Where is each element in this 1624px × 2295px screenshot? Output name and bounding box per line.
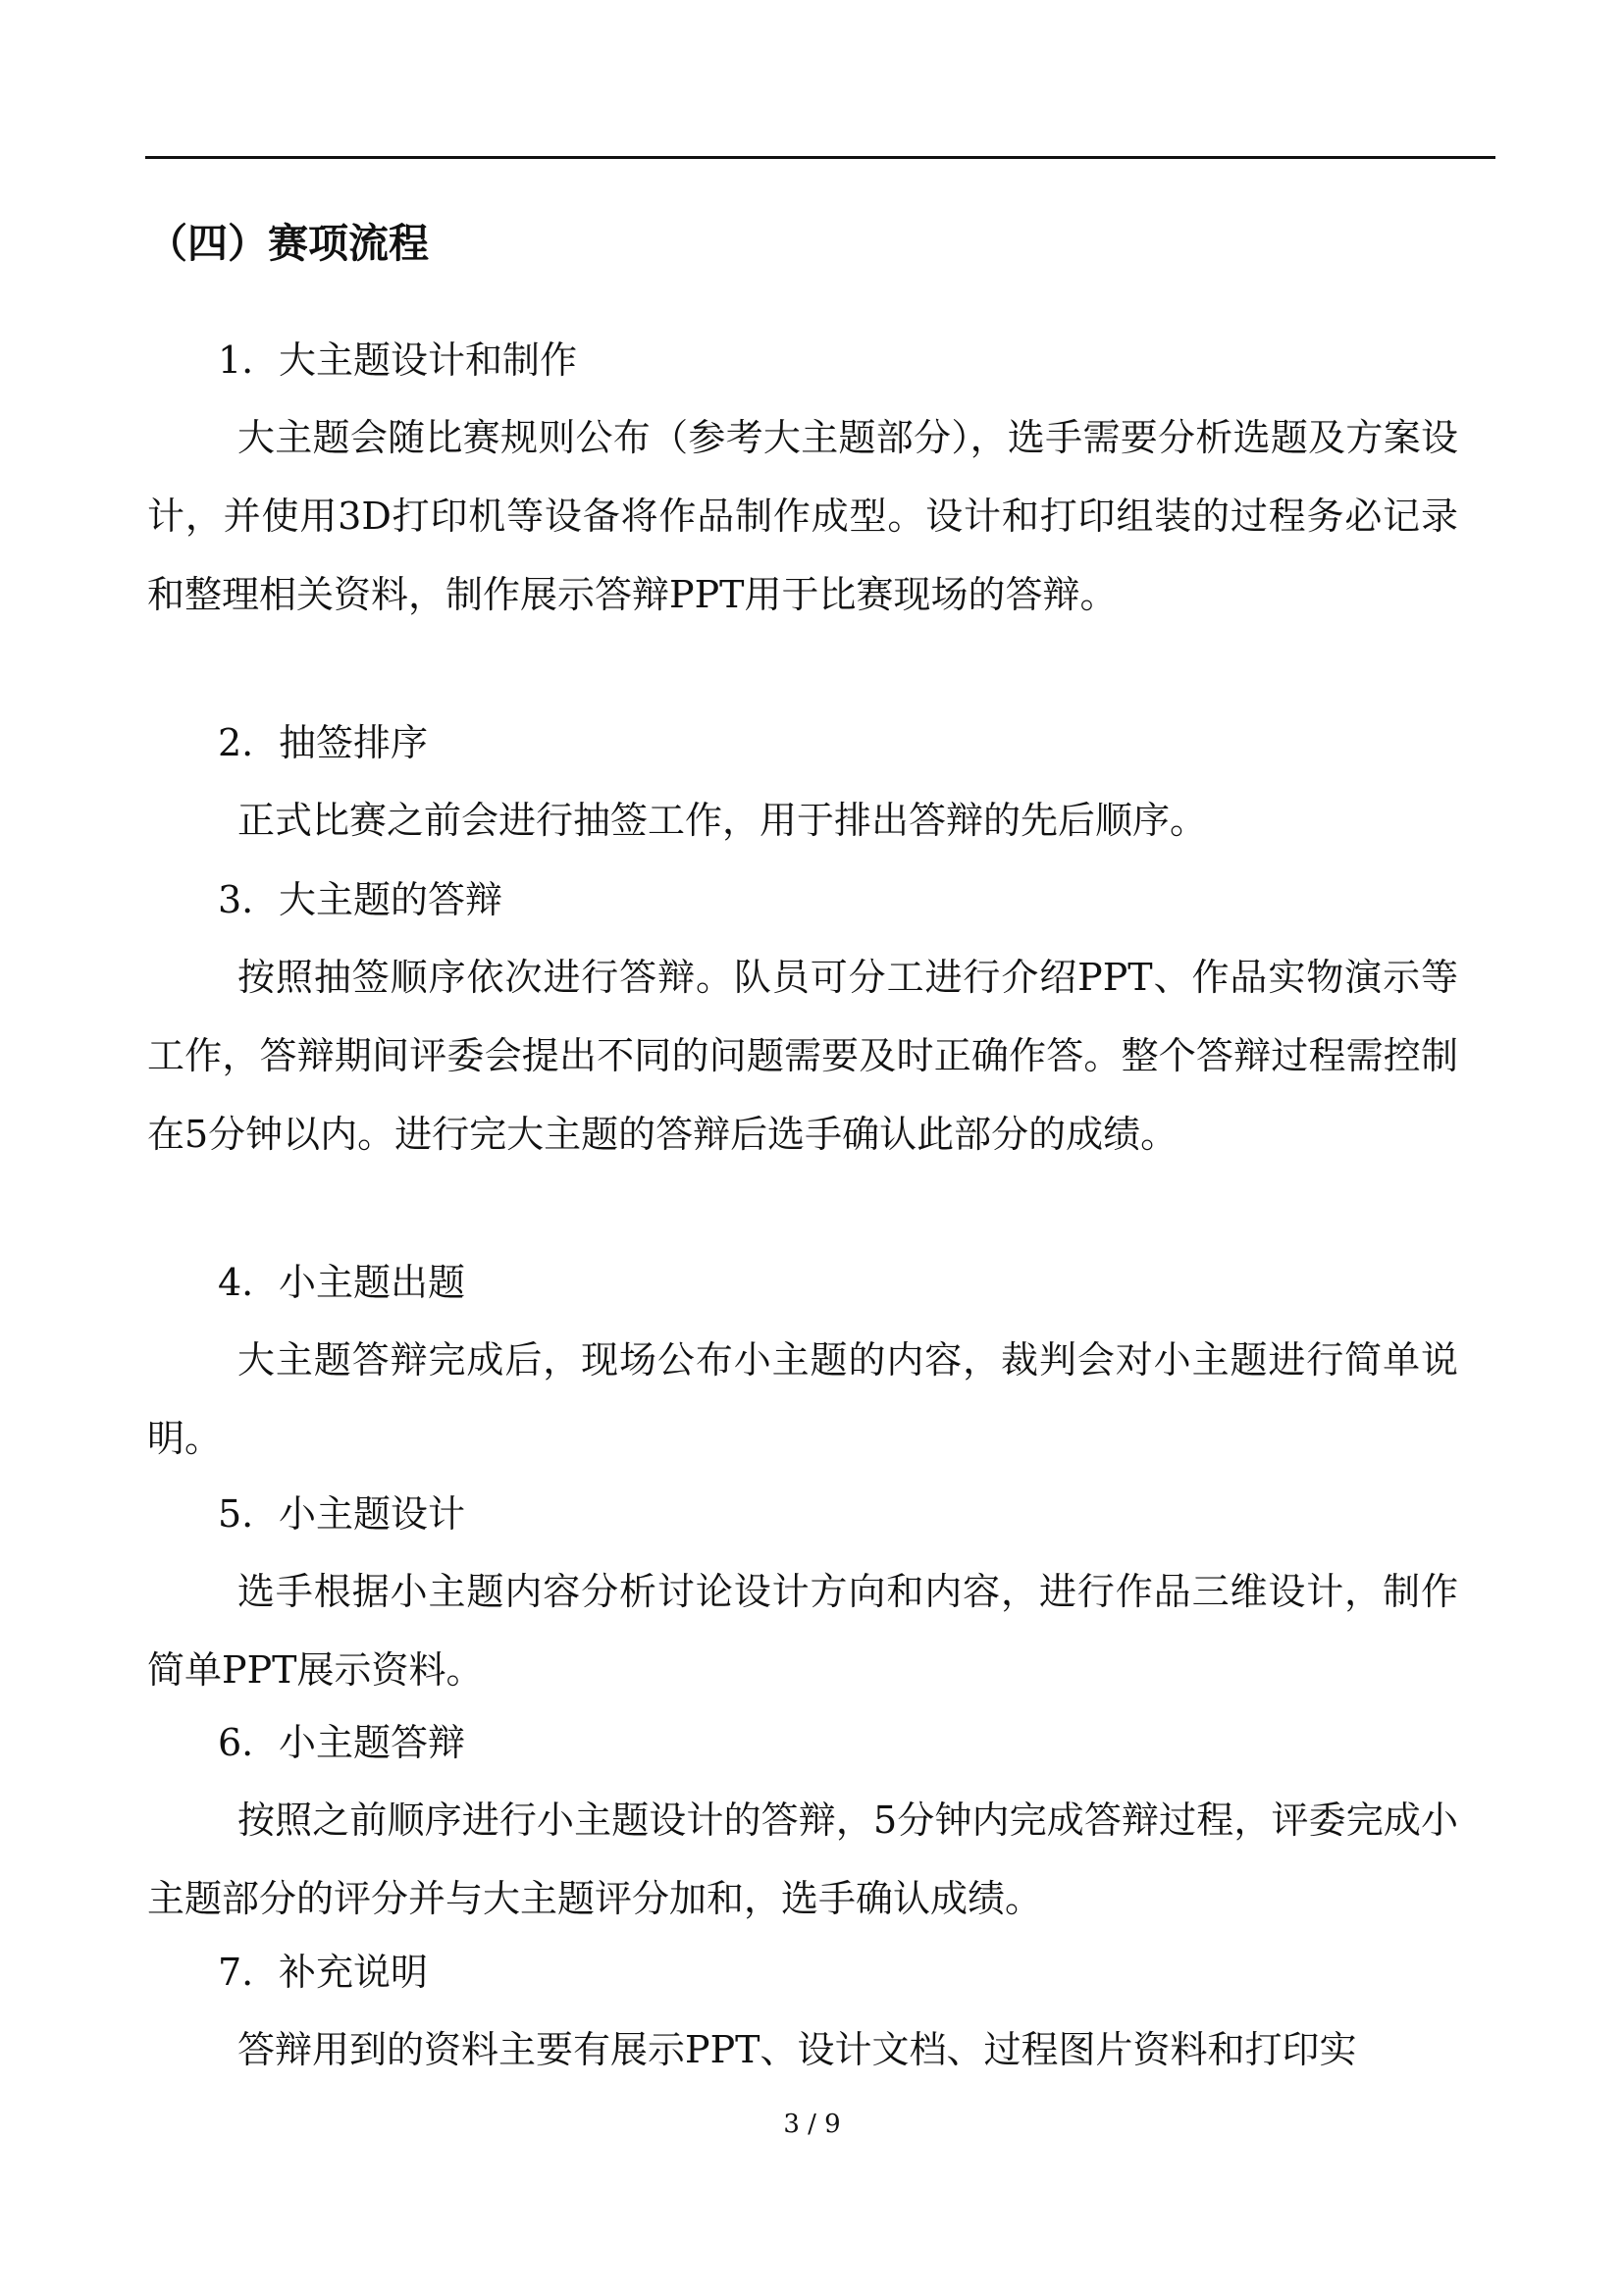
item-paragraph-6: 按照之前顺序进行小主题设计的答辩，5分钟内完成答辩过程，评委完成小主题部分的评分并与大主题评分加和，选手确认成绩。 — [147, 1799, 1458, 1920]
item-number: 4. — [218, 1261, 254, 1304]
item-paragraph-2: 正式比赛之前会进行抽签工作，用于排出答辩的先后顺序。 — [237, 799, 1208, 842]
item-title: 抽签排序 — [279, 721, 429, 764]
item-title: 大主题设计和制作 — [279, 339, 578, 382]
section-title: （四）赛项流程 — [147, 220, 429, 267]
item-paragraph-3: 按照抽签顺序依次进行答辩。队员可分工进行介绍PPT、作品实物演示等工作，答辩期间评委会提出不同的问题需要及时正确作答。整个答辩过程需控制在5分钟以内。进行完大主题的答辩后选手确认此部分的成绩。 — [147, 956, 1458, 1156]
item-heading-2 — [218, 713, 428, 772]
item-title: 小主题答辩 — [279, 1721, 466, 1764]
item-title: 小主题出题 — [279, 1261, 466, 1304]
item-paragraph-5: 选手根据小主题内容分析讨论设计方向和内容，进行作品三维设计，制作简单PPT展示资料。 — [147, 1570, 1458, 1692]
item-heading-4 — [218, 1253, 465, 1312]
item-title: 大主题的答辩 — [279, 878, 503, 921]
header-rule — [145, 156, 1495, 159]
item-number: 5. — [218, 1492, 254, 1536]
item-number: 3. — [218, 878, 254, 921]
item-title: 小主题设计 — [279, 1492, 466, 1536]
item-number: 6. — [218, 1721, 254, 1764]
item-heading-3 — [218, 870, 502, 929]
item-heading-6 — [218, 1713, 465, 1772]
item-paragraph-7: 答辩用到的资料主要有展示PPT、设计文档、过程图片资料和打印实 — [237, 2028, 1357, 2071]
item-paragraph-1: 大主题会随比赛规则公布（参考大主题部分），选手需要分析选题及方案设计，并使用3D打印机等设备将作品制作成型。设计和打印组装的过程务必记录和整理相关资料，制作展示答辩PPT用于比赛现场的答辩。 — [147, 416, 1458, 616]
item-number: 7. — [218, 1951, 254, 1994]
item-title: 补充说明 — [279, 1951, 429, 1994]
item-paragraph-4: 大主题答辩完成后，现场公布小主题的内容，裁判会对小主题进行简单说明。 — [147, 1338, 1458, 1460]
item-heading-1 — [218, 331, 577, 390]
item-number: 1. — [218, 339, 254, 382]
item-heading-7 — [218, 1943, 428, 2002]
page-number: 3 / 9 — [783, 2110, 841, 2139]
item-number: 2. — [218, 721, 254, 764]
item-heading-5 — [218, 1485, 465, 1543]
